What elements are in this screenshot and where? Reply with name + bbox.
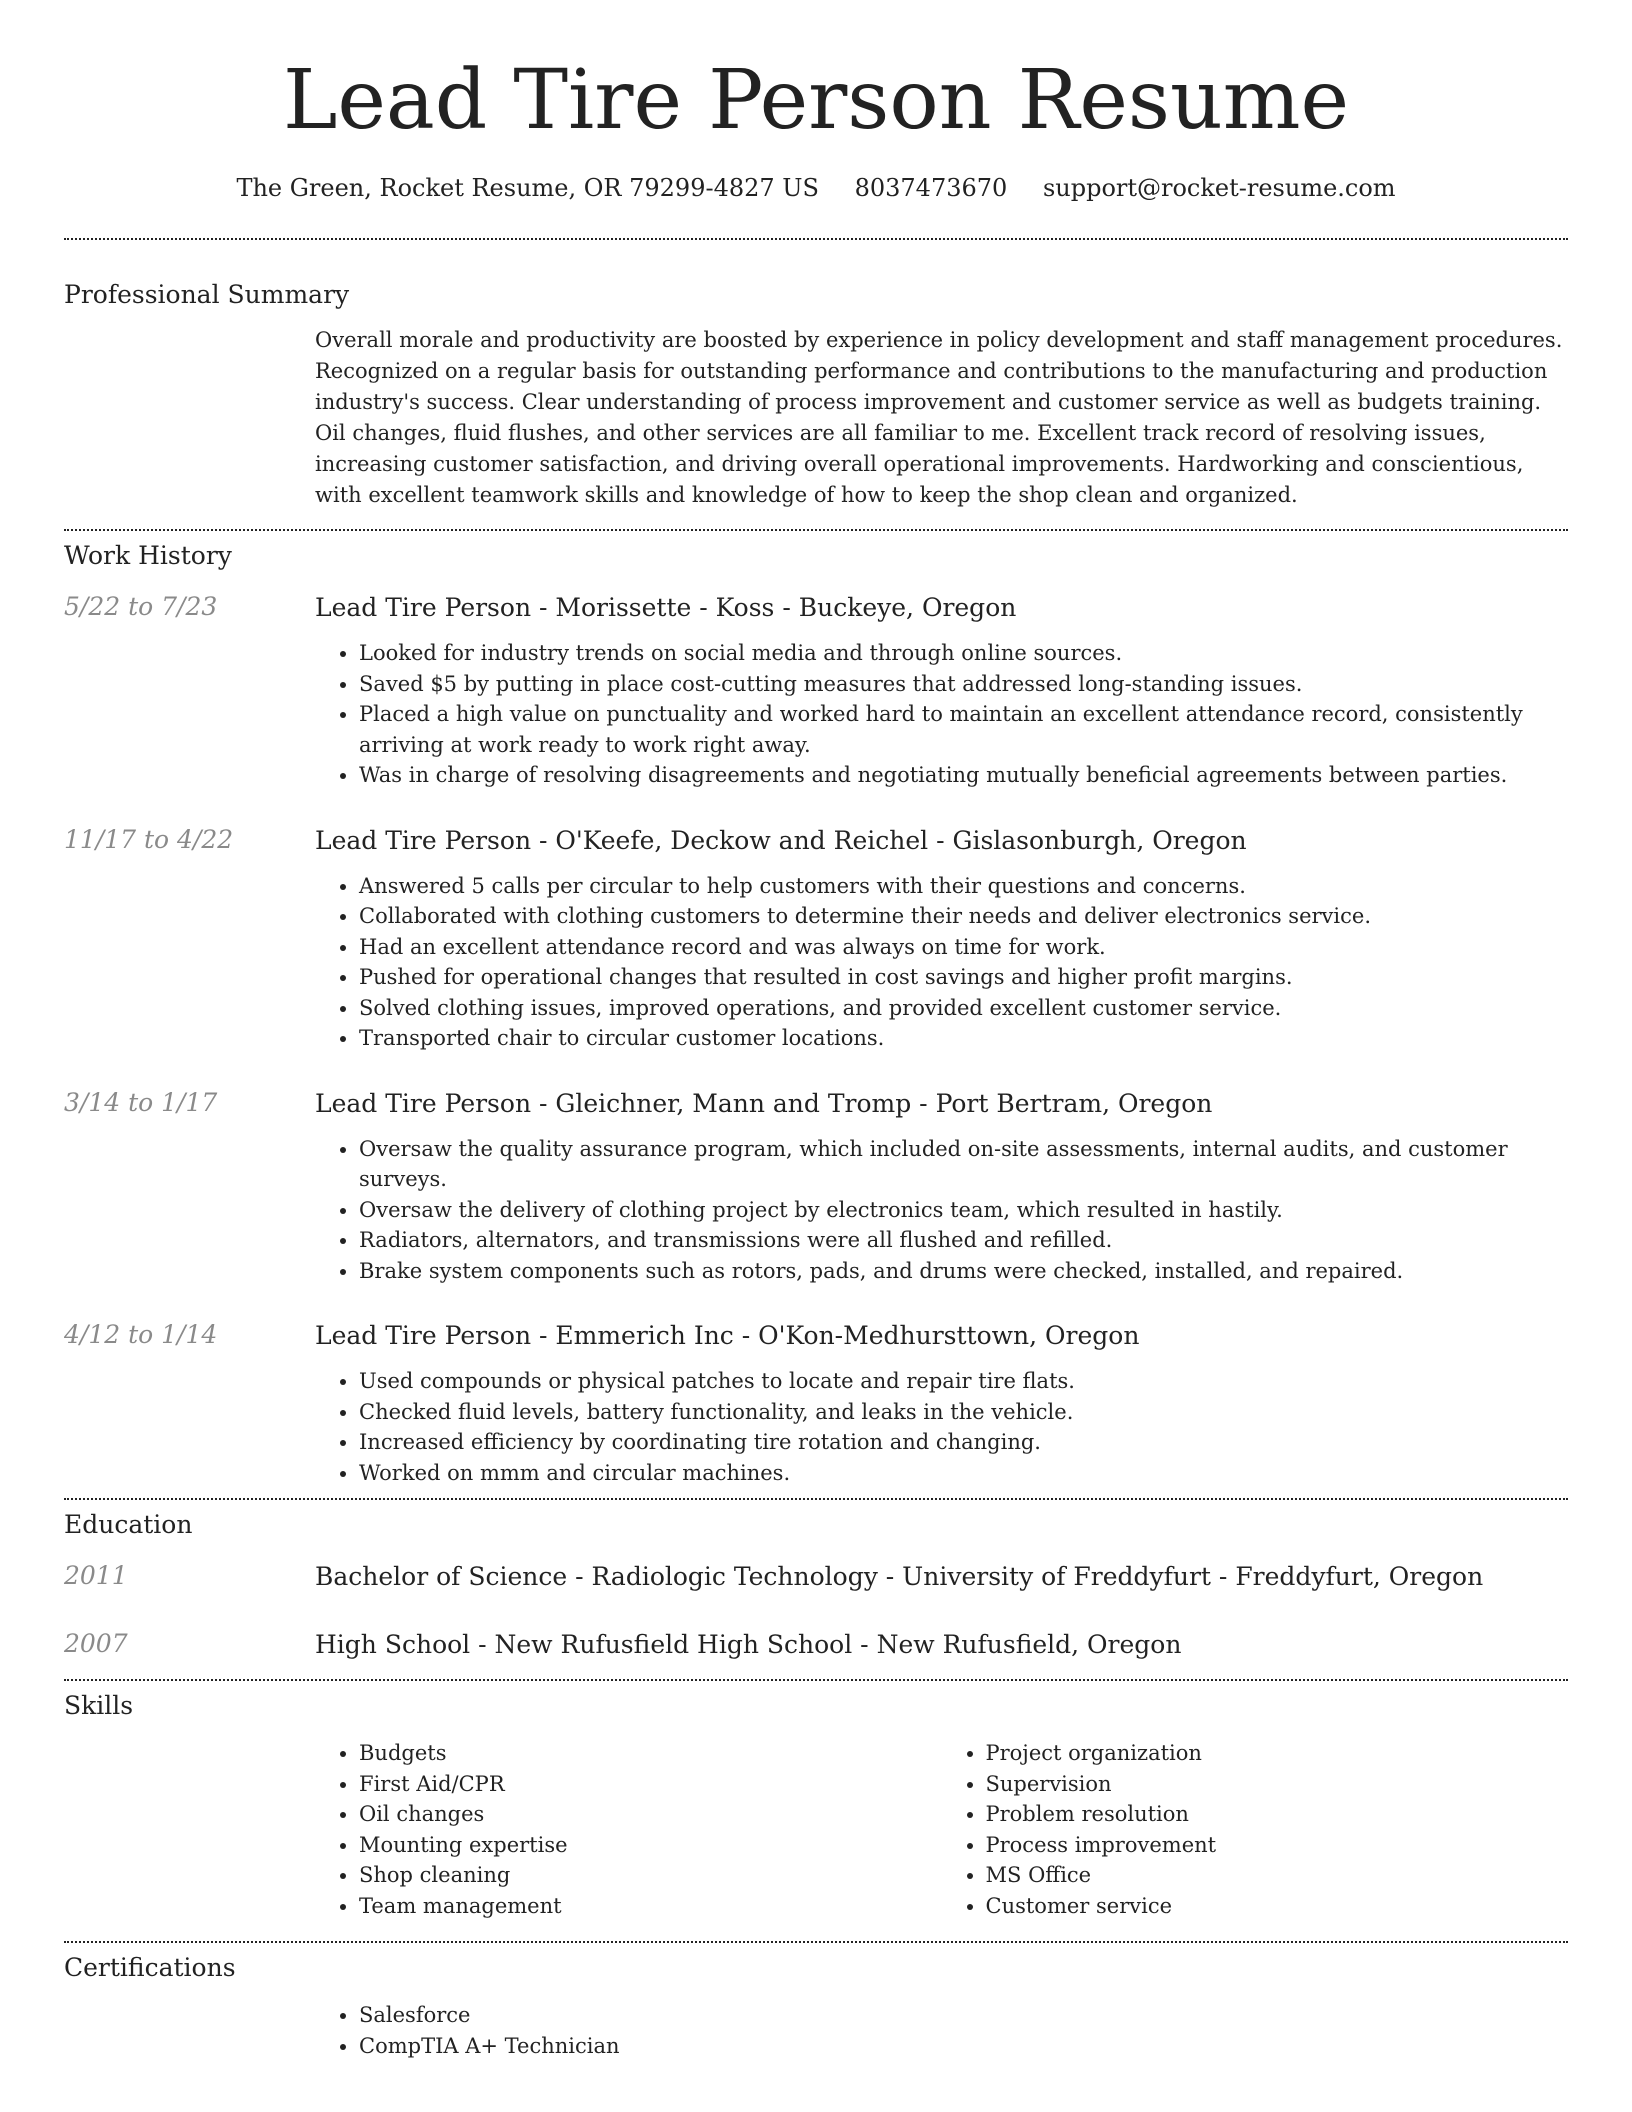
- list-item: • Collaborated with clothing customers to determine their needs and deliver electronics service.: [359, 901, 1568, 932]
- skills-list-left: [315, 1738, 942, 1921]
- list-item: • Budgets: [359, 1738, 942, 1769]
- section-divider: [64, 238, 1568, 240]
- list-item: • Increased efficiency by coordinating tire rotation and changing.: [359, 1427, 1568, 1458]
- education-entry: [64, 1629, 1568, 1661]
- contact-phone: 8037473670: [854, 174, 1008, 202]
- job-dates: 3/14 to 1/17: [64, 1087, 218, 1117]
- list-item: • Answered 5 calls per circular to help customers with their questions and concerns.: [359, 871, 1568, 902]
- job-entry: [64, 1088, 1568, 1287]
- list-item: • Team management: [359, 1891, 942, 1922]
- summary-text: Overall morale and productivity are boosted by experience in policy development and staff management procedures. Recognized on a regular basis for outstanding performance and contributions to the manufacturing and production industry's success. Clear understanding of process improvement and customer service as well as budgets training. Oil changes, fluid flushes, and other services are all familiar to me. Excellent track record of resolving issues, increasing customer satisfaction, and driving overall operational improvements. Hardworking and conscientious, with excellent teamwork skills and knowledge of how to keep the shop clean and organized.: [315, 328, 1563, 507]
- list-item: • Brake system components such as rotors, pads, and drums were checked, installed, and repaired.: [359, 1256, 1568, 1287]
- list-item: • Solved clothing issues, improved operations, and provided excellent customer service.: [359, 993, 1568, 1024]
- job-title: Lead Tire Person - Emmerich Inc - O'Kon-Medhursttown, Oregon: [315, 1321, 1140, 1350]
- job-bullets: [315, 638, 1568, 791]
- job-dates: 5/22 to 7/23: [64, 592, 218, 621]
- list-item: • Radiators, alternators, and transmissions were all flushed and refilled.: [359, 1225, 1568, 1256]
- list-item: • Had an excellent attendance record and was always on time for work.: [359, 932, 1568, 963]
- list-item: • First Aid/CPR: [359, 1769, 942, 1800]
- education-detail: Bachelor of Science - Radiologic Technology - University of Freddyfurt - Freddyfurt, Oregon: [315, 1562, 1484, 1591]
- section-divider: [64, 1679, 1568, 1681]
- list-item: • Was in charge of resolving disagreements and negotiating mutually beneficial agreements between parties.: [359, 760, 1568, 791]
- list-item: • Placed a high value on punctuality and worked hard to maintain an excellent attendance record, consistently arriving at work ready to work right away.: [359, 699, 1568, 760]
- contact-email: support@rocket-resume.com: [1042, 174, 1396, 202]
- list-item: • Oversaw the quality assurance program, which included on-site assessments, internal audits, and customer surveys.: [359, 1134, 1568, 1195]
- job-bullets: [315, 1366, 1568, 1488]
- education-heading: Education: [64, 1510, 193, 1539]
- section-divider: [64, 1941, 1568, 1943]
- list-item: • Used compounds or physical patches to locate and repair tire flats.: [359, 1366, 1568, 1397]
- list-item: • Salesforce: [359, 2000, 1568, 2031]
- certifications-list: [315, 2000, 1568, 2061]
- resume-title: Lead Tire Person Resume: [282, 53, 1350, 148]
- list-item: • Mounting expertise: [359, 1830, 942, 1861]
- skills-list-right: [942, 1738, 1569, 1921]
- list-item: • Supervision: [986, 1769, 1569, 1800]
- list-item: • Oversaw the delivery of clothing project by electronics team, which resulted in hastily.: [359, 1195, 1568, 1226]
- summary-heading: Professional Summary: [64, 280, 350, 309]
- list-item: • MS Office: [986, 1860, 1569, 1891]
- job-bullets: [315, 1134, 1568, 1287]
- summary-row: [64, 325, 1568, 511]
- education-year: 2011: [64, 1561, 128, 1590]
- skills-row: [64, 1738, 1568, 1921]
- list-item: • Worked on mmm and circular machines.: [359, 1458, 1568, 1489]
- job-title: Lead Tire Person - O'Keefe, Deckow and Reichel - Gislasonburgh, Oregon: [315, 825, 1247, 855]
- job-title: Lead Tire Person - Gleichner, Mann and Tromp - Port Bertram, Oregon: [315, 1088, 1213, 1118]
- work-history-heading: Work History: [64, 541, 232, 570]
- section-divider: [64, 1498, 1568, 1500]
- list-item: • Process improvement: [986, 1830, 1569, 1861]
- list-item: • Pushed for operational changes that resulted in cost savings and higher profit margins.: [359, 962, 1568, 993]
- list-item: • Oil changes: [359, 1799, 942, 1830]
- list-item: • Saved $5 by putting in place cost-cutting measures that addressed long-standing issues.: [359, 669, 1568, 700]
- list-item: • Problem resolution: [986, 1799, 1569, 1830]
- education-entry: [64, 1561, 1568, 1593]
- job-bullets: [315, 871, 1568, 1054]
- list-item: • CompTIA A+ Technician: [359, 2031, 1568, 2062]
- contact-line: [0, 174, 1632, 202]
- job-title: Lead Tire Person - Morissette - Koss - Buckeye, Oregon: [315, 593, 1017, 622]
- list-item: • Checked fluid levels, battery functionality, and leaks in the vehicle.: [359, 1397, 1568, 1428]
- contact-address: The Green, Rocket Resume, OR 79299-4827 US: [236, 174, 819, 202]
- skills-heading: Skills: [64, 1691, 134, 1720]
- list-item: • Customer service: [986, 1891, 1569, 1922]
- list-item: • Transported chair to circular customer locations.: [359, 1023, 1568, 1054]
- job-entry: [64, 825, 1568, 1054]
- section-divider: [64, 529, 1568, 531]
- job-dates: 4/12 to 1/14: [64, 1320, 218, 1349]
- job-entry: [64, 1320, 1568, 1488]
- list-item: • Looked for industry trends on social media and through online sources.: [359, 638, 1568, 669]
- certifications-row: [64, 2000, 1568, 2061]
- education-detail: High School - New Rufusfield High School - New Rufusfield, Oregon: [315, 1630, 1182, 1659]
- certifications-heading: Certifications: [64, 1953, 236, 1982]
- education-year: 2007: [64, 1629, 128, 1658]
- job-entry: [64, 592, 1568, 791]
- job-dates: 11/17 to 4/22: [64, 824, 234, 854]
- list-item: • Project organization: [986, 1738, 1569, 1769]
- list-item: • Shop cleaning: [359, 1860, 942, 1891]
